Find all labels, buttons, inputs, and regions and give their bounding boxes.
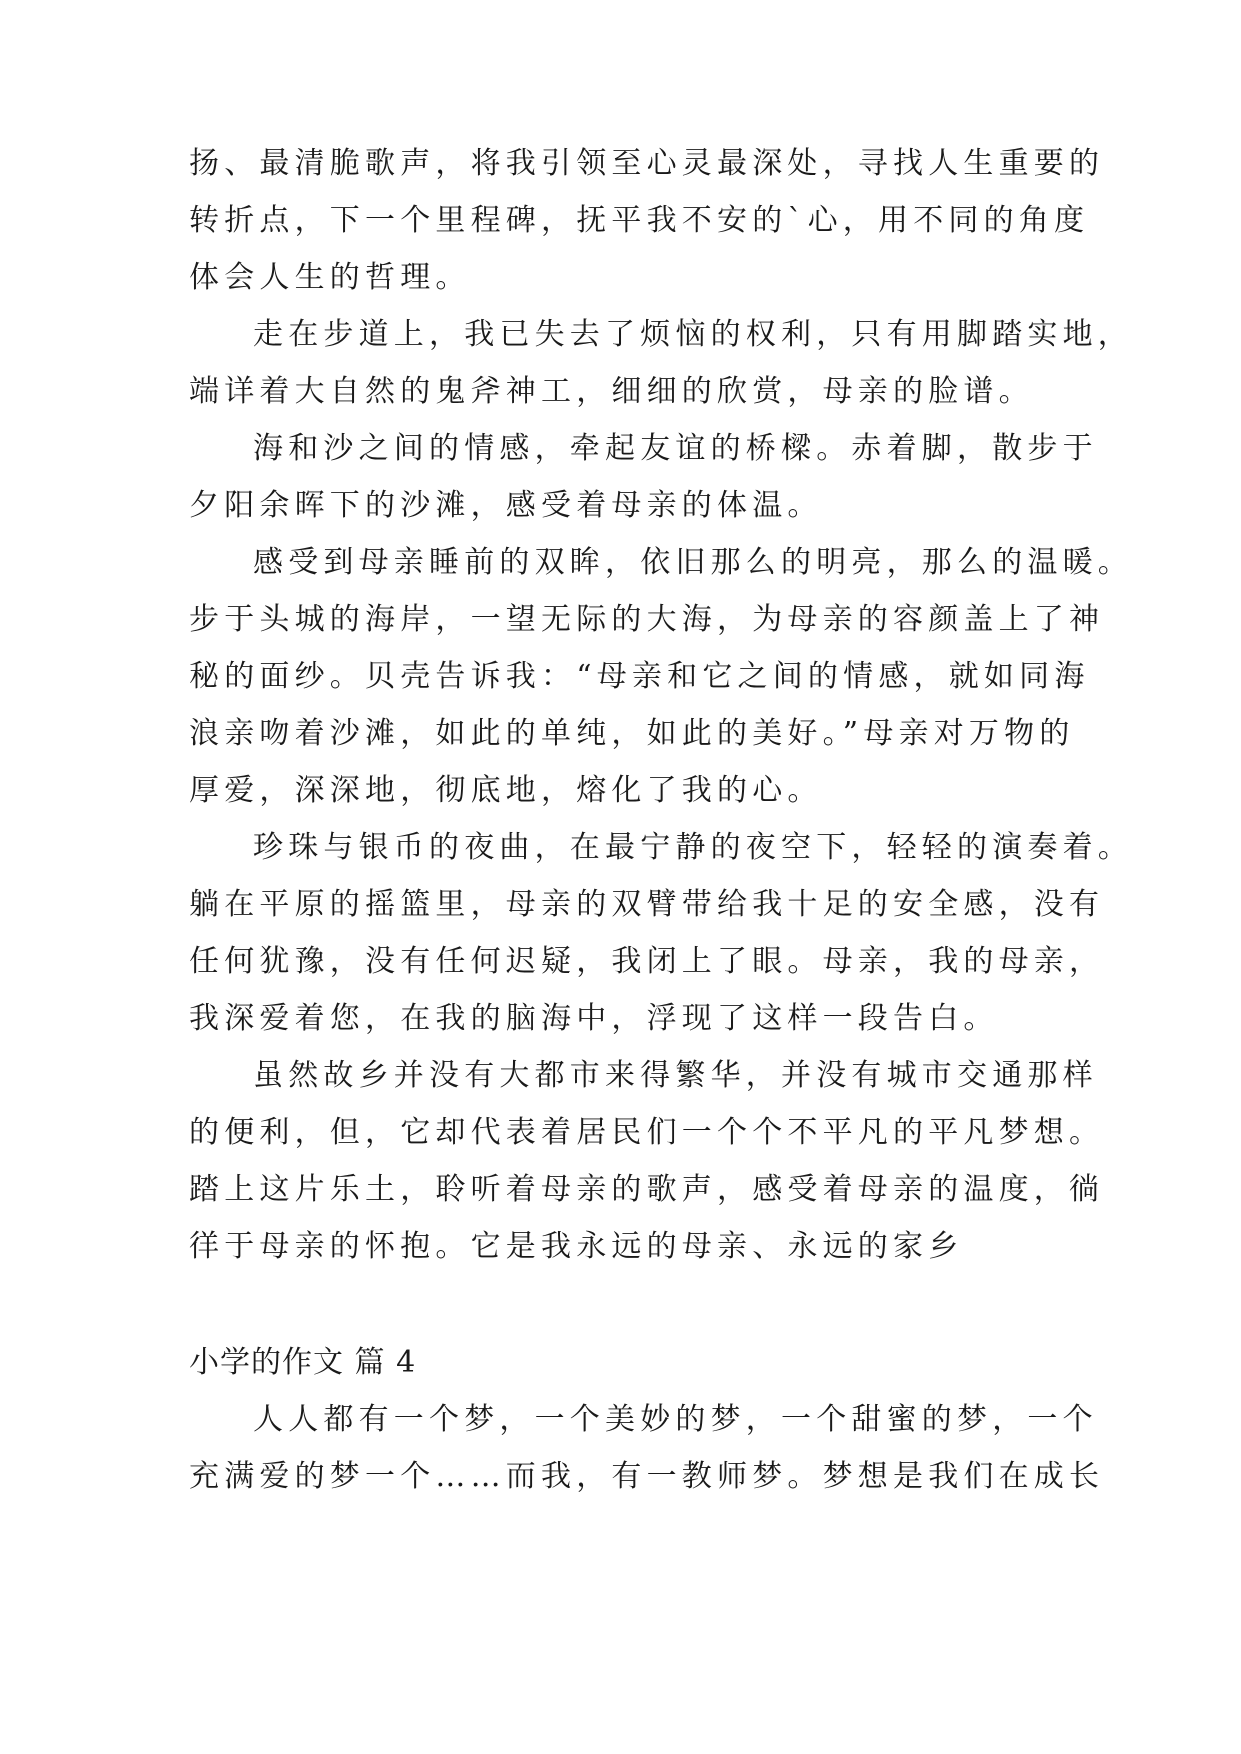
paragraph-line: 走在步道上，我已失去了烦恼的权利，只有用脚踏实地， bbox=[253, 317, 1133, 352]
paragraph-line: 人人都有一个梦，一个美妙的梦，一个甜蜜的梦，一个 bbox=[253, 1402, 1098, 1437]
paragraph-line: 任何犹豫，没有任何迟疑，我闭上了眼。母亲，我的母亲， bbox=[189, 944, 1105, 979]
section-heading: 小学的作文 篇 4 bbox=[189, 1345, 417, 1380]
paragraph-line: 秘的面纱。贝壳告诉我：“母亲和它之间的情感，就如同海 bbox=[189, 659, 1090, 694]
paragraph-line: 厚爱，深深地，彻底地，熔化了我的心。 bbox=[189, 773, 823, 808]
paragraph-line: 徉于母亲的怀抱。它是我永远的母亲、永远的家乡 bbox=[189, 1229, 964, 1264]
paragraph-line: 我深爱着您，在我的脑海中，浮现了这样一段告白。 bbox=[189, 1001, 999, 1036]
paragraph-line: 夕阳余晖下的沙滩，感受着母亲的体温。 bbox=[189, 488, 823, 523]
paragraph-line: 踏上这片乐土，聆听着母亲的歌声，感受着母亲的温度，徜 bbox=[189, 1172, 1105, 1207]
paragraph-line: 体会人生的哲理。 bbox=[189, 260, 471, 295]
paragraph-line: 步于头城的海岸，一望无际的大海，为母亲的容颜盖上了神 bbox=[189, 602, 1105, 637]
paragraph-line: 感受到母亲睡前的双眸，依旧那么的明亮，那么的温暖。 bbox=[253, 545, 1133, 580]
paragraph-line: 虽然故乡并没有大都市来得繁华，并没有城市交通那样 bbox=[253, 1058, 1098, 1093]
paragraph-line: 珍珠与银币的夜曲，在最宁静的夜空下，轻轻的演奏着。 bbox=[253, 830, 1133, 865]
paragraph-line: 端详着大自然的鬼斧神工，细细的欣赏，母亲的脸谱。 bbox=[189, 374, 1034, 409]
paragraph-line: 的便利，但，它却代表着居民们一个个不平凡的平凡梦想。 bbox=[189, 1115, 1105, 1150]
paragraph-line: 躺在平原的摇篮里，母亲的双臂带给我十足的安全感，没有 bbox=[189, 887, 1105, 922]
paragraph-line: 扬、最清脆歌声，将我引领至心灵最深处，寻找人生重要的 bbox=[189, 146, 1105, 181]
paragraph-line: 海和沙之间的情感，牵起友谊的桥樑。赤着脚，散步于 bbox=[253, 431, 1098, 466]
paragraph-line: 充满爱的梦一个……而我，有一教师梦。梦想是我们在成长 bbox=[189, 1459, 1105, 1494]
paragraph-line: 浪亲吻着沙滩，如此的单纯，如此的美好。”母亲对万物的 bbox=[189, 716, 1075, 751]
paragraph-line: 转折点，下一个里程碑，抚平我不安的`心，用不同的角度 bbox=[189, 203, 1090, 238]
